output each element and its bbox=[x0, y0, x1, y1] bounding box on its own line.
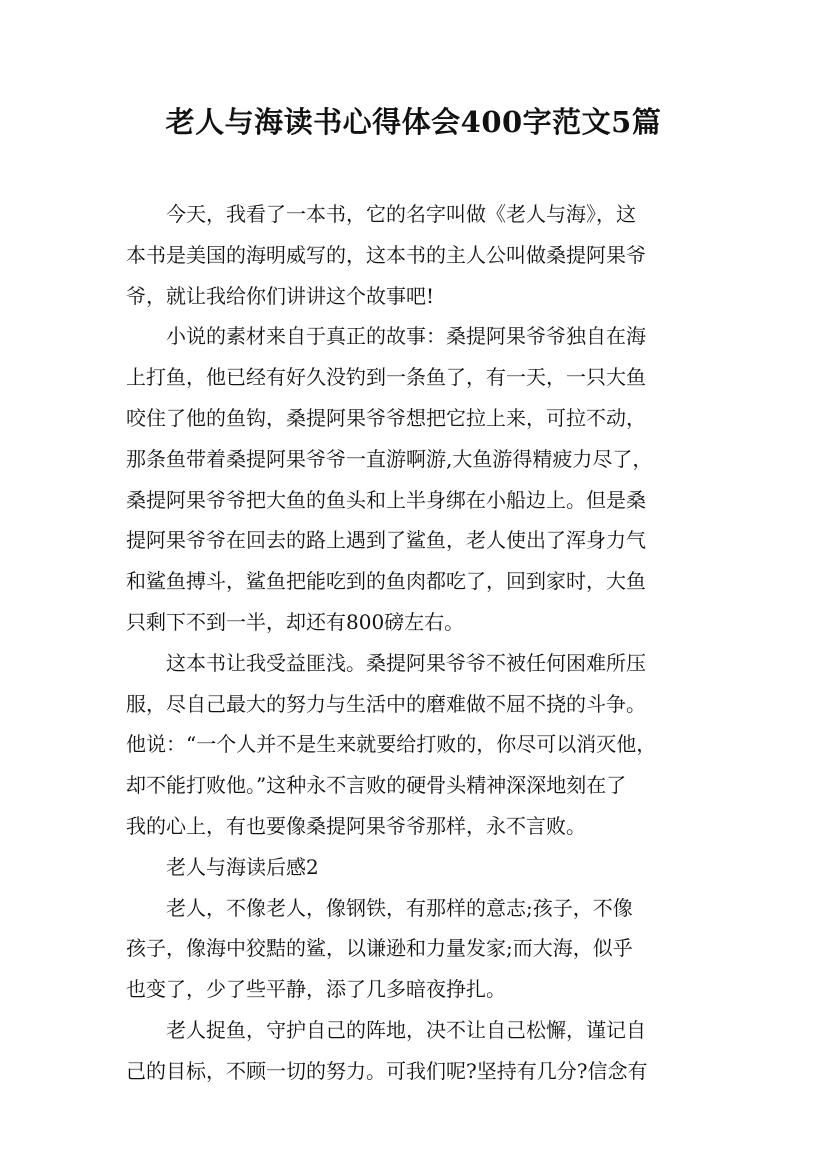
paragraph-line: 老人捉鱼，守护自己的阵地，决不让自己松懈，谨记自 bbox=[166, 1017, 646, 1042]
paragraph-line: 咬住了他的鱼钩，桑提阿果爷爷想把它拉上来，可拉不动， bbox=[126, 405, 646, 430]
paragraph-line: 老人，不像老人，像钢铁，有那样的意志;孩子，不像 bbox=[166, 895, 633, 920]
paragraph-line: 那条鱼带着桑提阿果爷爷一直游啊游,大鱼游得精疲力尽了， bbox=[126, 446, 653, 471]
paragraph-line: 今天，我看了一本书，它的名字叫做《老人与海》，这 bbox=[166, 202, 636, 226]
paragraph-line: 只剩下不到一半，却还有800磅左右。 bbox=[126, 609, 465, 634]
paragraph-line: 上打鱼，他已经有好久没钓到一条鱼了，有一天，一只大鱼 bbox=[126, 365, 646, 390]
paragraph-line: 小说的素材来自于真正的故事：桑提阿果爷爷独自在海 bbox=[166, 324, 646, 349]
paragraph-line: 孩子，像海中狡黠的鲨，以谦逊和力量发家;而大海，似乎 bbox=[126, 936, 633, 961]
document-title: 老人与海读书心得体会400字范文5篇 bbox=[165, 105, 662, 139]
paragraph-line: 提阿果爷爷在回去的路上遇到了鲨鱼，老人使出了浑身力气 bbox=[126, 528, 646, 553]
paragraph-line: 爷，就让我给你们讲讲这个故事吧! bbox=[126, 283, 435, 308]
paragraph-line: 却不能打败他。”这种永不言败的硬骨头精神深深地刻在了 bbox=[126, 773, 627, 798]
paragraph-line: 也变了，少了些平静，添了几多暗夜挣扎。 bbox=[126, 977, 506, 1002]
section-heading: 老人与海读后感2 bbox=[166, 854, 319, 879]
paragraph-line: 我的心上，有也要像桑提阿果爷爷那样，永不言败。 bbox=[126, 813, 586, 838]
paragraph-line: 和鲨鱼搏斗，鲨鱼把能吃到的鱼肉都吃了，回到家时，大鱼 bbox=[126, 569, 646, 594]
paragraph-line: 这本书让我受益匪浅。桑提阿果爷爷不被任何困难所压 bbox=[166, 650, 646, 675]
paragraph-line: 他说：“一个人并不是生来就要给打败的，你尽可以消灭他， bbox=[126, 732, 657, 757]
document-body bbox=[126, 194, 706, 1092]
paragraph-line: 桑提阿果爷爷把大鱼的鱼头和上半身绑在小船边上。但是桑 bbox=[126, 487, 646, 512]
paragraph-line: 服，尽自己最大的努力与生活中的磨难做不屈不挠的斗争。 bbox=[126, 691, 646, 716]
paragraph-line: 本书是美国的海明威写的，这本书的主人公叫做桑提阿果爷 bbox=[126, 242, 646, 267]
paragraph-line: 己的目标，不顾一切的努力。可我们呢?坚持有几分?信念有 bbox=[126, 1058, 648, 1083]
